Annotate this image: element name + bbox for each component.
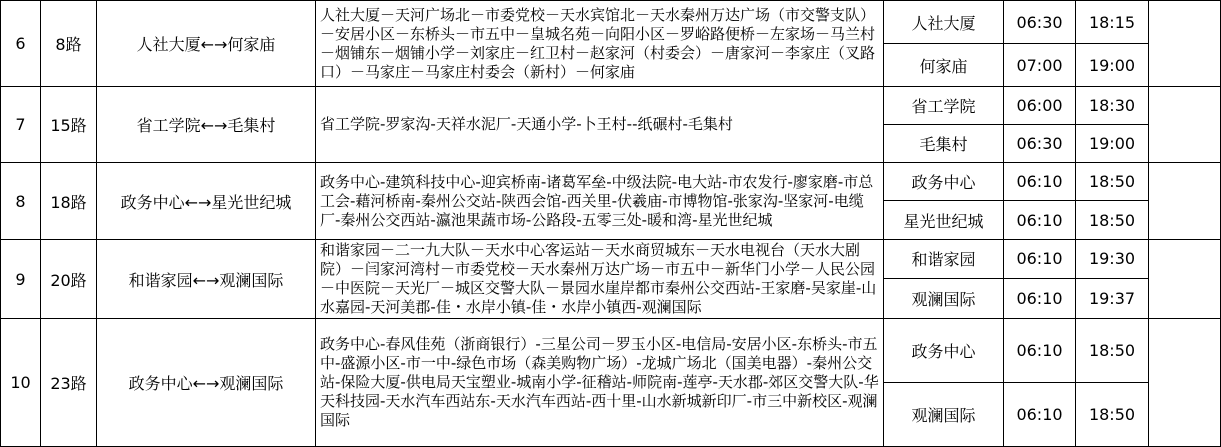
note-cell bbox=[1149, 163, 1221, 240]
table-row bbox=[1, 163, 1221, 201]
terminal-name: 政务中心 bbox=[884, 319, 1004, 383]
table-row bbox=[1, 87, 1221, 125]
route-stops: 政务中心-建筑科技中心-迎宾桥南-诸葛军垒-中级法院-电大站-市农发行-廖家磨-市总工会-藉河桥南-秦州公交站-陕西会馆-西关里-伏羲庙-市博物馆-张家沟-坚家河-电缆厂-秦州公交西站-瀛池果蔬市场-公路段-五零三处-暖和湾-星光世纪城 bbox=[316, 163, 884, 240]
first-bus-time: 06:10 bbox=[1004, 319, 1076, 383]
first-bus-time: 06:10 bbox=[1004, 383, 1076, 447]
last-bus-time: 18:50 bbox=[1076, 319, 1149, 383]
first-bus-time: 06:30 bbox=[1004, 1, 1076, 44]
route-name: 政务中心←→观澜国际 bbox=[97, 319, 316, 447]
first-bus-time: 06:30 bbox=[1004, 125, 1076, 163]
route-stops: 和谐家园－二一九大队－天水中心客运站－天水商贸城东－天水电视台（天水大剧院）－闫家河湾村－市委党校－天水秦州万达广场－市五中－新华门小学－人民公园－中医院－天光厂－城区交警大队－景园水崖岸都市秦州公交西站-王家磨-吴家崖-山水嘉园-天河美郡-佳・水岸小镇-佳・水岸小镇西-观澜国际 bbox=[316, 240, 884, 319]
route-number: 8路 bbox=[41, 1, 97, 87]
table-row bbox=[1, 319, 1221, 383]
route-stops: 人社大厦－天河广场北－市委党校－天水宾馆北－天水秦州万达广场（市交警支队）－安居小区－东桥头－市五中－皇城名苑－向阳小区－罗峪路便桥－左家场－马兰村－烟铺东－烟铺小学－刘家庄－红卫村－赵家河（村委会）－唐家河－李家庄（叉路口）－马家庄－马家庄村委会（新村）－何家庙 bbox=[316, 1, 884, 87]
terminal-name: 政务中心 bbox=[884, 163, 1004, 201]
route-name: 政务中心←→星光世纪城 bbox=[97, 163, 316, 240]
first-bus-time: 06:10 bbox=[1004, 163, 1076, 201]
terminal-name: 星光世纪城 bbox=[884, 201, 1004, 240]
first-bus-time: 06:10 bbox=[1004, 201, 1076, 240]
note-cell bbox=[1149, 240, 1221, 319]
note-cell bbox=[1149, 1, 1221, 87]
terminal-name: 毛集村 bbox=[884, 125, 1004, 163]
route-name: 人社大厦←→何家庙 bbox=[97, 1, 316, 87]
terminal-name: 和谐家园 bbox=[884, 240, 1004, 279]
terminal-name: 观澜国际 bbox=[884, 383, 1004, 447]
note-cell bbox=[1149, 87, 1221, 163]
route-stops: 省工学院-罗家沟-天祥水泥厂-天通小学-卜王村--纸碾村-毛集村 bbox=[316, 87, 884, 163]
last-bus-time: 19:30 bbox=[1076, 240, 1149, 279]
last-bus-time: 18:50 bbox=[1076, 383, 1149, 447]
last-bus-time: 18:30 bbox=[1076, 87, 1149, 125]
table-row bbox=[1, 1, 1221, 44]
route-name: 省工学院←→毛集村 bbox=[97, 87, 316, 163]
last-bus-time: 19:00 bbox=[1076, 125, 1149, 163]
first-bus-time: 07:00 bbox=[1004, 44, 1076, 87]
route-index: 8 bbox=[1, 163, 41, 240]
route-index: 10 bbox=[1, 319, 41, 447]
route-stops: 政务中心-春风佳苑（浙商银行）-三星公司－罗玉小区-电信局-安居小区-东桥头-市五中-盛源小区-市一中-绿色市场（森美购物广场）-龙城广场北（国美电器）-秦州公交站-保险大厦-供电局天宝塑业-城南小学-征稽站-师院南-莲亭-天水郡-郊区交警大队-华天科技园-天水汽车西站东-天水汽车西站-西十里-山水新城新印厂-市三中新校区-观澜国际 bbox=[316, 319, 884, 447]
route-index: 7 bbox=[1, 87, 41, 163]
route-number: 20路 bbox=[41, 240, 97, 319]
first-bus-time: 06:10 bbox=[1004, 278, 1076, 318]
terminal-name: 观澜国际 bbox=[884, 278, 1004, 318]
table-row bbox=[1, 240, 1221, 279]
last-bus-time: 19:00 bbox=[1076, 44, 1149, 87]
route-index: 6 bbox=[1, 1, 41, 87]
first-bus-time: 06:00 bbox=[1004, 87, 1076, 125]
route-index: 9 bbox=[1, 240, 41, 319]
last-bus-time: 18:50 bbox=[1076, 163, 1149, 201]
route-number: 18路 bbox=[41, 163, 97, 240]
terminal-name: 省工学院 bbox=[884, 87, 1004, 125]
first-bus-time: 06:10 bbox=[1004, 240, 1076, 279]
terminal-name: 何家庙 bbox=[884, 44, 1004, 87]
note-cell bbox=[1149, 319, 1221, 447]
route-number: 23路 bbox=[41, 319, 97, 447]
last-bus-time: 19:37 bbox=[1076, 278, 1149, 318]
route-number: 15路 bbox=[41, 87, 97, 163]
route-name: 和谐家园←→观澜国际 bbox=[97, 240, 316, 319]
last-bus-time: 18:50 bbox=[1076, 201, 1149, 240]
last-bus-time: 18:15 bbox=[1076, 1, 1149, 44]
terminal-name: 人社大厦 bbox=[884, 1, 1004, 44]
